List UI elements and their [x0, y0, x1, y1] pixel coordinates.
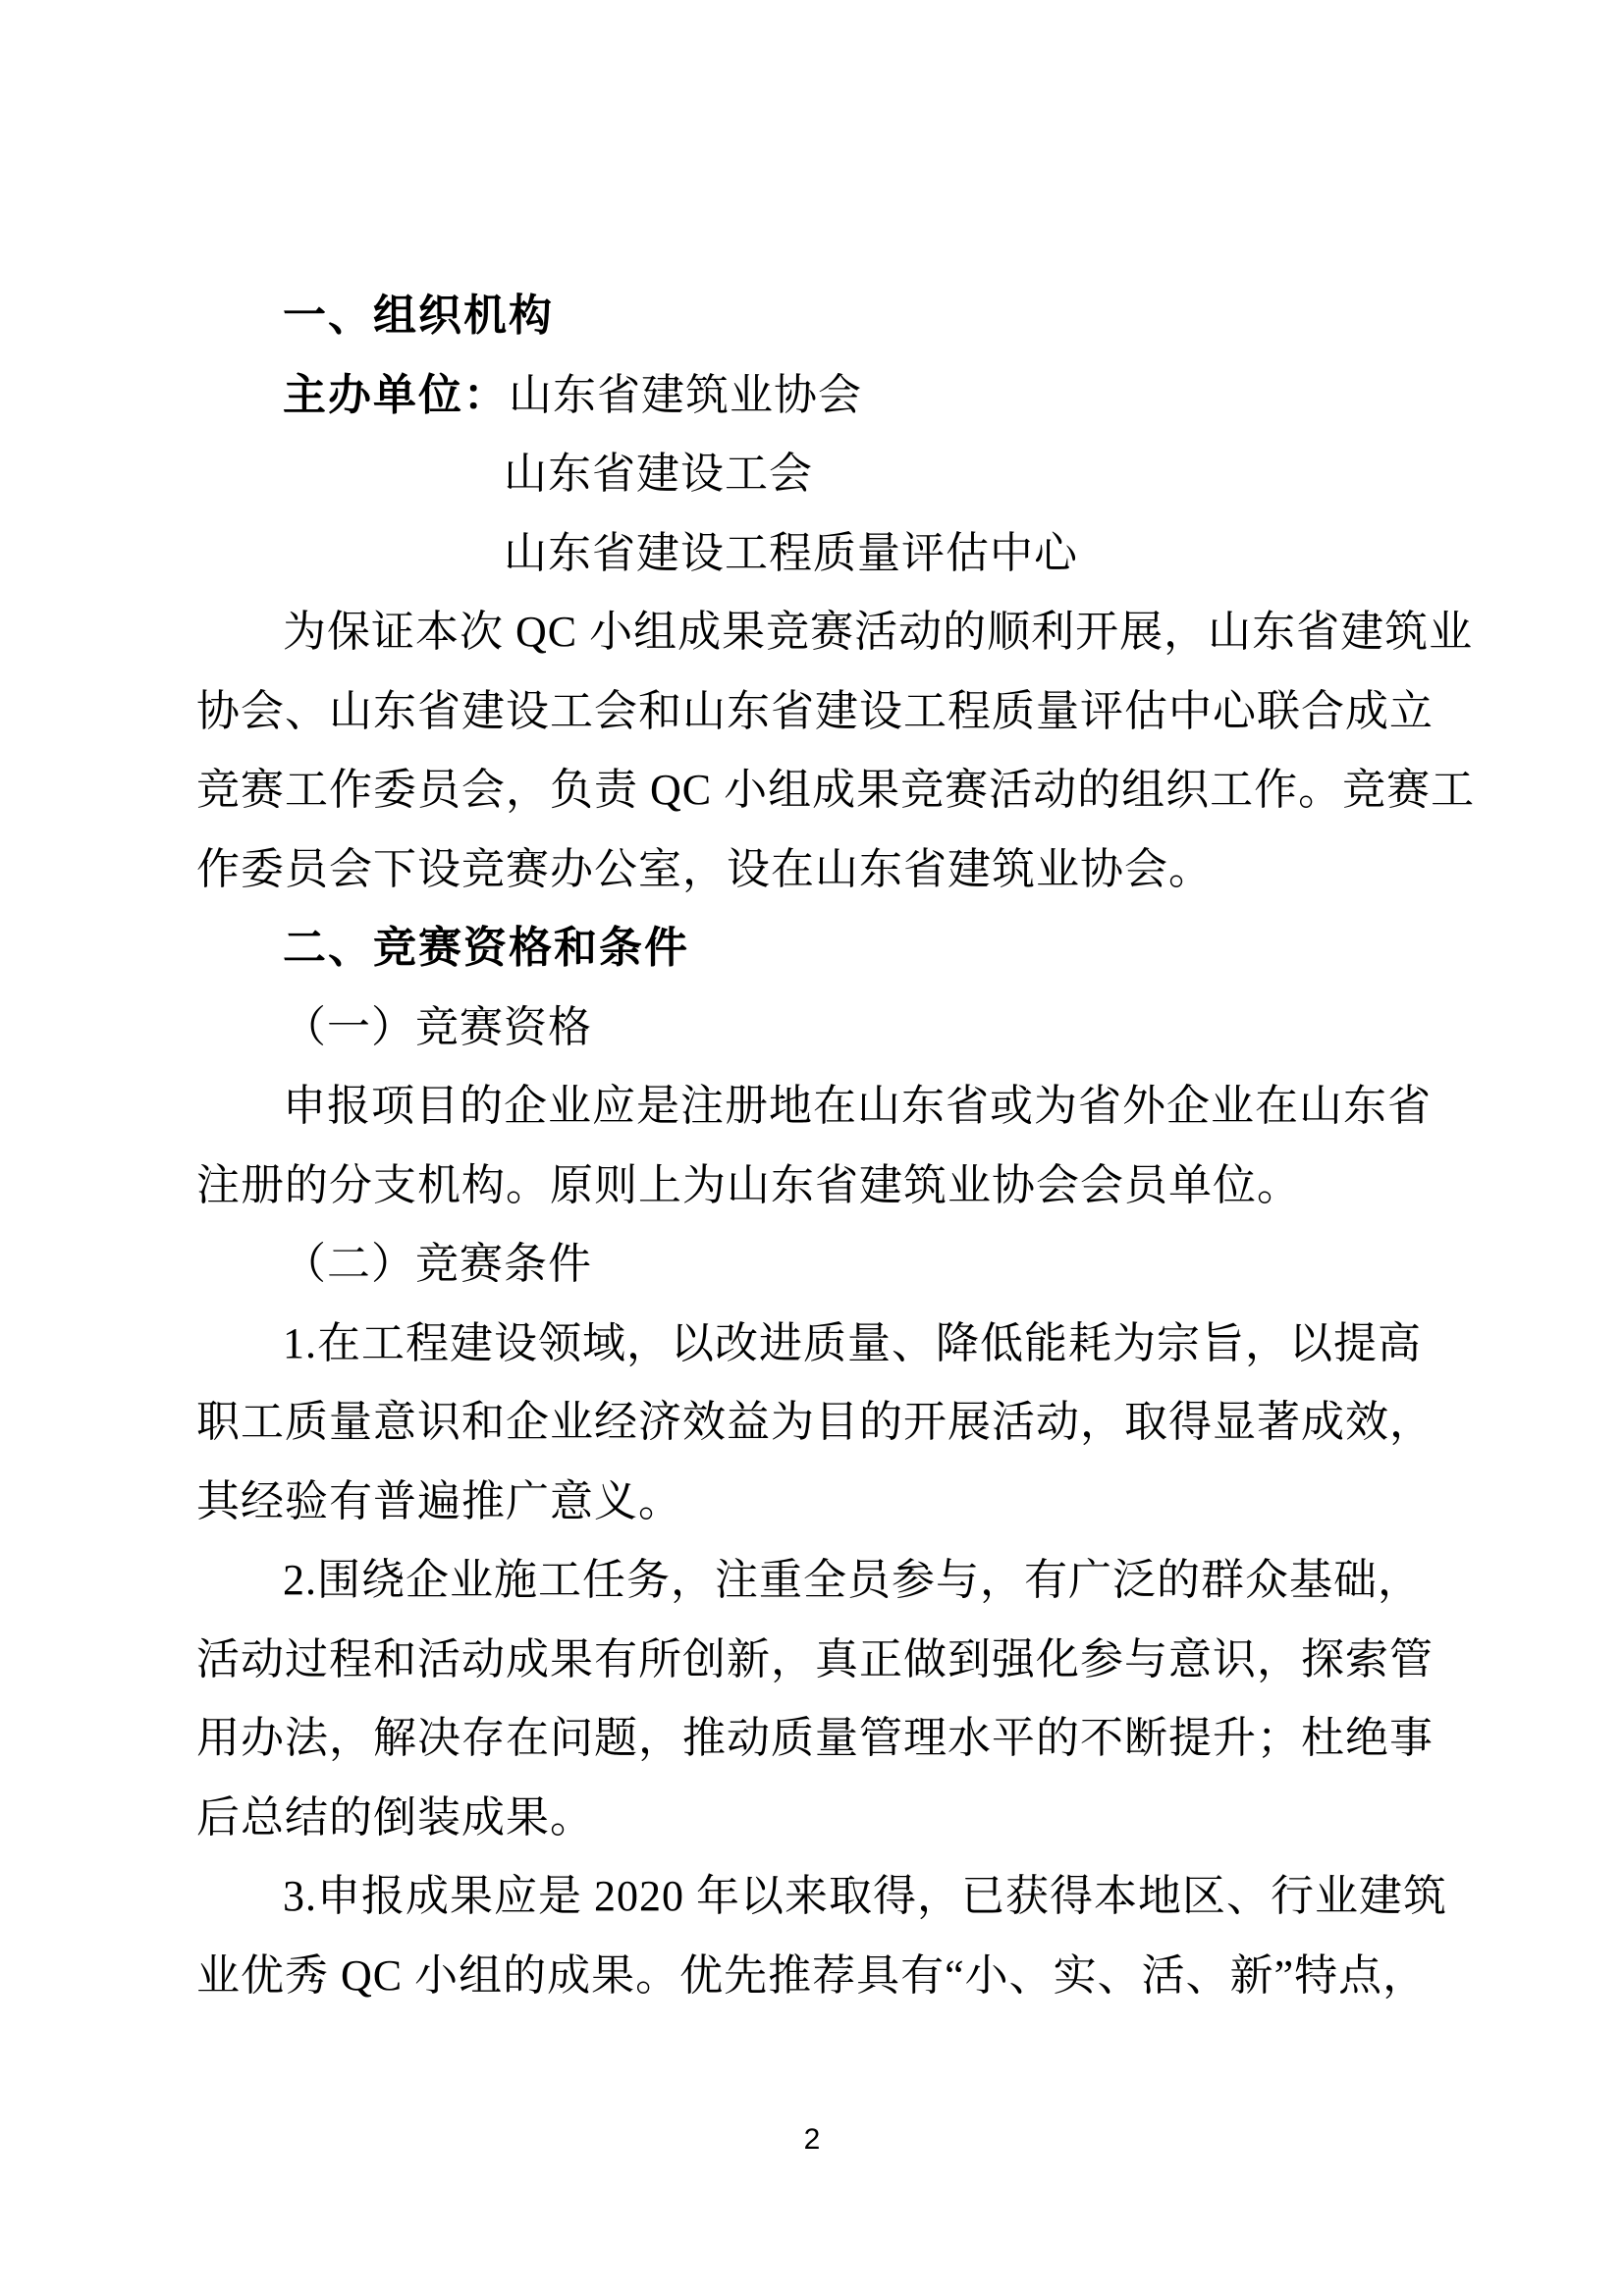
paragraph-1-line-1: 为保证本次 QC 小组成果竞赛活动的顺利开展，山东省建筑业: [283, 608, 1474, 656]
condition-2-line-1: 2.围绕企业施工任务，注重全员参与，有广泛的群众基础，: [283, 1556, 1422, 1604]
condition-1-line-2: 职工质量意识和企业经济效益为目的开展活动，取得显著成效，: [196, 1398, 1434, 1446]
page-number: 2: [803, 2123, 821, 2156]
host-unit-3: 山东省建设工程质量评估中心: [504, 528, 1078, 577]
subsection-2-title: （二）竞赛条件: [283, 1240, 592, 1288]
section-heading-qualification: 二、竞赛资格和条件: [283, 924, 689, 972]
subsection-1-line-2: 注册的分支机构。原则上为山东省建筑业协会会员单位。: [196, 1160, 1301, 1209]
subsection-1-title: （一）竞赛资格: [283, 1002, 592, 1051]
host-unit-1: 山东省建筑业协会: [509, 370, 862, 419]
condition-3-line-2: 业优秀 QC 小组的成果。优先推荐具有“小、实、活、新”特点，: [196, 1950, 1428, 2000]
host-unit-2: 山东省建设工会: [504, 450, 813, 498]
paragraph-1-line-3: 竞赛工作委员会，负责 QC 小组成果竞赛活动的组织工作。竞赛工: [196, 766, 1476, 814]
condition-2-line-3: 用办法，解决存在问题，推动质量管理水平的不断提升；杜绝事: [196, 1714, 1434, 1762]
section-heading-organization: 一、组织机构: [283, 292, 554, 340]
document-body: [196, 277, 1476, 2015]
paragraph-1-line-4: 作委员会下设竞赛办公室，设在山东省建筑业协会。: [196, 844, 1213, 893]
condition-3-line-1: 3.申报成果应是 2020 年以来取得，已获得本地区、行业建筑: [283, 1872, 1447, 1920]
condition-2-line-2: 活动过程和活动成果有所创新，真正做到强化参与意识，探索管: [196, 1634, 1434, 1683]
condition-1-line-3: 其经验有普遍推广意义。: [196, 1476, 682, 1525]
host-units-line: [196, 356, 1427, 436]
subsection-1-line-1: 申报项目的企业应是注册地在山东省或为省外企业在山东省: [283, 1082, 1432, 1130]
host-units-label: 主办单位：: [283, 370, 509, 419]
condition-2-line-4: 后总结的倒装成果。: [196, 1792, 594, 1842]
condition-1-line-1: 1.在工程建设领域，以改进质量、降低能耗为宗旨，以提高: [283, 1318, 1422, 1367]
paragraph-1-line-2: 协会、山东省建设工会和山东省建设工程质量评估中心联合成立: [196, 686, 1434, 735]
